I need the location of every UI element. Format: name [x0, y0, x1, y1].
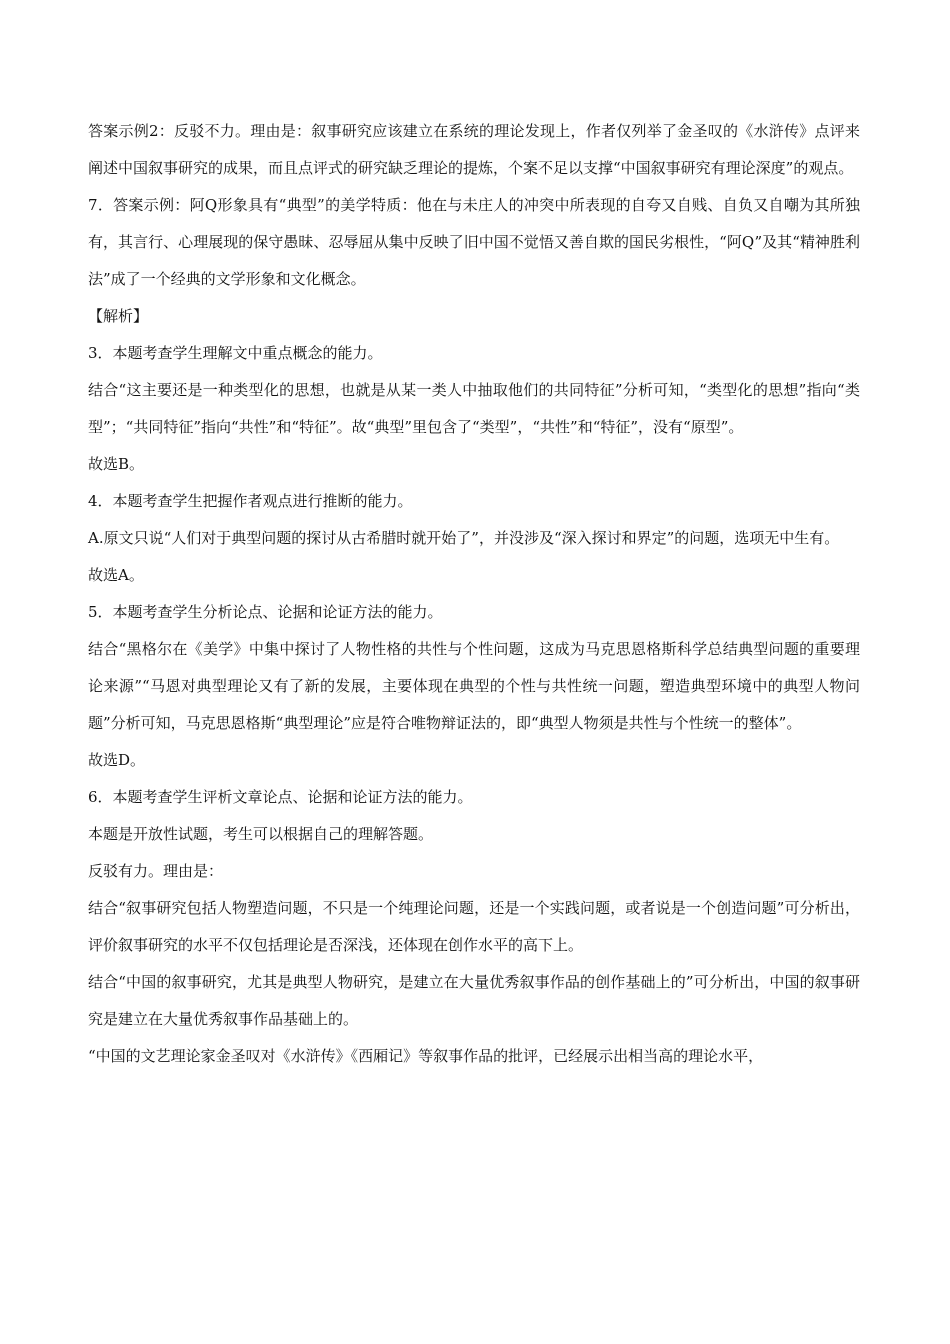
question-4-analysis: A.原文只说“人们对于典型问题的探讨从古希腊时就开始了”，并没涉及“深入探讨和界定”的问题，选项无中生有。: [88, 529, 840, 547]
question-4-intro: 4．本题考查学生把握作者观点进行推断的能力。: [88, 492, 413, 510]
question-3-analysis: 结合“这主要还是一种类型化的思想，也就是从某一类人中抽取他们的共同特征”分析可知，“类型化的思想”指向“类型”；“共同特征”指向“共性”和“特征”。故“典型”里包含了“类型”，“共性”和“特征”，没有“原型”。: [88, 381, 860, 436]
question-6-reason-2: 结合“中国的叙事研究，尤其是典型人物研究，是建立在大量优秀叙事作品的创作基础上的”可分析出，中国的叙事研究是建立在大量优秀叙事作品基础上的。: [88, 973, 860, 1028]
document-body: [88, 113, 860, 1075]
analysis-heading: 【解析】: [88, 307, 149, 325]
answer-7: 7．答案示例：阿Q形象具有“典型”的美学特质：他在与未庄人的冲突中所表现的自夸又自贱、自负又自嘲为其所独有，其言行、心理展现的保守愚昧、忍辱屈从集中反映了旧中国不觉悟又善自欺的国民劣根性，“阿Q”及其“精神胜利法”成了一个经典的文学形象和文化概念。: [88, 196, 860, 288]
question-3-answer: 故选B。: [88, 455, 145, 473]
answer-example-2: 答案示例2：反驳不力。理由是：叙事研究应该建立在系统的理论发现上，作者仅列举了金圣叹的《水浒传》点评来阐述中国叙事研究的成果，而且点评式的研究缺乏理论的提炼，个案不足以支撑“中国叙事研究有理论深度”的观点。: [88, 122, 860, 177]
question-6-intro: 6．本题考查学生评析文章论点、论据和论证方法的能力。: [88, 788, 473, 806]
question-6-note: 本题是开放性试题，考生可以根据自己的理解答题。: [88, 825, 434, 843]
question-5-answer: 故选D。: [88, 751, 146, 769]
question-6-reason-3: “中国的文艺理论家金圣叹对《水浒传》《西厢记》等叙事作品的批评，已经展示出相当高的理论水平，: [88, 1047, 764, 1065]
question-3-intro: 3．本题考查学生理解文中重点概念的能力。: [88, 344, 383, 362]
question-6-reason-1: 结合“叙事研究包括人物塑造问题，不只是一个纯理论问题，还是一个实践问题，或者说是一个创造问题”可分析出，评价叙事研究的水平不仅包括理论是否深浅，还体现在创作水平的高下上。: [88, 899, 860, 954]
question-6-stance: 反驳有力。理由是：: [88, 862, 224, 880]
question-4-answer: 故选A。: [88, 566, 144, 584]
question-5-intro: 5．本题考查学生分析论点、论据和论证方法的能力。: [88, 603, 443, 621]
question-5-analysis: 结合“黑格尔在《美学》中集中探讨了人物性格的共性与个性问题，这成为马克思恩格斯科学总结典型问题的重要理论来源”“马恩对典型理论又有了新的发展，主要体现在典型的个性与共性统一问题，塑造典型环境中的典型人物问题”分析可知，马克思恩格斯“典型理论”应是符合唯物辩证法的，即“典型人物须是共性与个性统一的整体”。: [88, 640, 860, 732]
